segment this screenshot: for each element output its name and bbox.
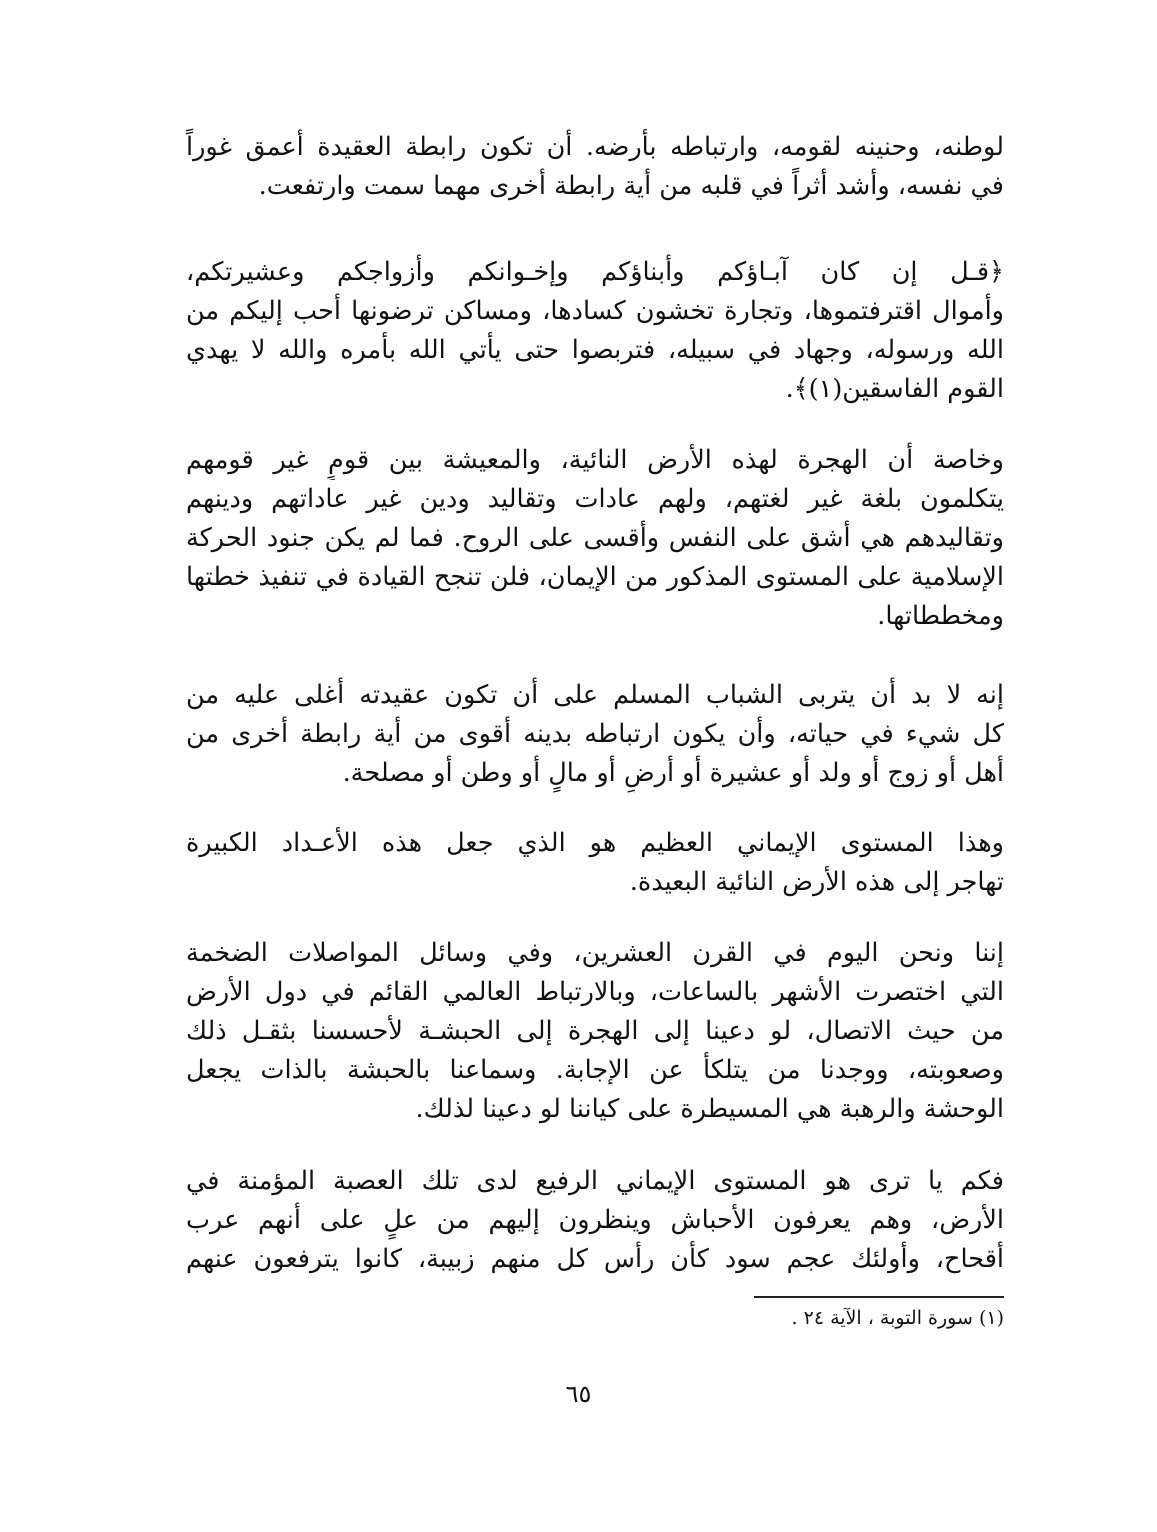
text-line: أقحاح، وأولئك عجم سود كأن رأس كل منهم زبيبة، كانوا يترفعون عنهم bbox=[186, 1244, 1004, 1274]
quran-verse-paragraph bbox=[186, 253, 1004, 409]
paragraph-6 bbox=[186, 934, 1004, 1129]
paragraph-7 bbox=[186, 1162, 1004, 1279]
paragraph-5 bbox=[186, 824, 1004, 902]
text-line: في نفسه، وأشد أثراً في قلبه من أية رابطة أخرى مهما سمت وارتفعت. bbox=[258, 171, 1004, 201]
page-number: ٦٥ bbox=[565, 1380, 592, 1408]
text-line: إنه لا بد أن يتربى الشباب المسلم على أن تكون عقيدته أغلى عليه من bbox=[186, 680, 1004, 710]
text-line: الله ورسوله، وجهاد في سبيله، فتربصوا حتى يأتي الله بأمره والله لا يهدي bbox=[186, 335, 1004, 365]
footnote-divider bbox=[754, 1296, 1004, 1298]
text-line: الإسلامية على المستوى المذكور من الإيمان، فلن تنجح القيادة في تنفيذ خطتها bbox=[186, 562, 1004, 592]
text-line: القوم الفاسقين(١)﴾. bbox=[785, 374, 1004, 404]
paragraph-1 bbox=[186, 128, 1004, 206]
text-line: وأموال اقترفتموها، وتجارة تخشون كسادها، ومساكن ترضونها أحب إليكم من bbox=[186, 296, 1004, 326]
text-line: إننا ونحن اليوم في القرن العشرين، وفي وسائل المواصلات الضخمة bbox=[186, 938, 1004, 968]
footnote: (١) سورة التوبة ، الآية ٢٤ . bbox=[791, 1307, 1004, 1329]
text-line: وخاصة أن الهجرة لهذه الأرض النائية، والمعيشة بين قومٍ غير قومهم bbox=[186, 445, 1004, 475]
text-line: وصعوبته، ووجدنا من يتلكأ عن الإجابة. وسماعنا بالحبشة بالذات يجعل bbox=[186, 1055, 1004, 1085]
paragraph-3 bbox=[186, 441, 1004, 636]
text-line: يتكلمون بلغة غير لغتهم، ولهم عادات وتقاليد ودين غير عاداتهم ودينهم bbox=[186, 484, 1004, 514]
paragraph-4 bbox=[186, 676, 1004, 793]
text-line: وتقاليدهم هي أشق على النفس وأقسى على الروح. فما لم يكن جنود الحركة bbox=[186, 523, 1004, 553]
text-line: ومخططاتها. bbox=[877, 601, 1004, 631]
text-line: تهاجر إلى هذه الأرض النائية البعيدة. bbox=[629, 867, 1004, 897]
text-line: كل شيء في حياته، وأن يكون ارتباطه بدينه أقوى من أية رابطة أخرى من bbox=[186, 719, 1004, 749]
text-line: أهل أو زوج أو ولد أو عشيرة أو أرضٍ أو مالٍ أو وطن أو مصلحة. bbox=[342, 758, 1004, 788]
text-line: ﴿قـل إن كان آبـاؤكم وأبناؤكم وإخـوانكم وأزواجكم وعشيرتكم، bbox=[186, 257, 1004, 287]
text-line: لوطنه، وحنينه لقومه، وارتباطه بأرضه. أن تكون رابطة العقيدة أعمق غوراً bbox=[186, 132, 1004, 162]
text-line: وهذا المستوى الإيماني العظيم هو الذي جعل هذه الأعـداد الكبيرة bbox=[186, 828, 1004, 858]
text-line: الأرض، وهم يعرفون الأحباش وينظرون إليهم من علٍ على أنهم عرب bbox=[186, 1205, 1004, 1235]
text-line: فكم يا ترى هو المستوى الإيماني الرفيع لدى تلك العصبة المؤمنة في bbox=[186, 1166, 1004, 1196]
text-line: الوحشة والرهبة هي المسيطرة على كياننا لو دعينا لذلك. bbox=[415, 1094, 1004, 1124]
text-line: التي اختصرت الأشهر بالساعات، وبالارتباط العالمي القائم في دول الأرض bbox=[186, 977, 1004, 1007]
text-line: من حيث الاتصال، لو دعينا إلى الهجرة إلى الحبشـة لأحسسنا بثقـل ذلك bbox=[186, 1016, 1004, 1046]
